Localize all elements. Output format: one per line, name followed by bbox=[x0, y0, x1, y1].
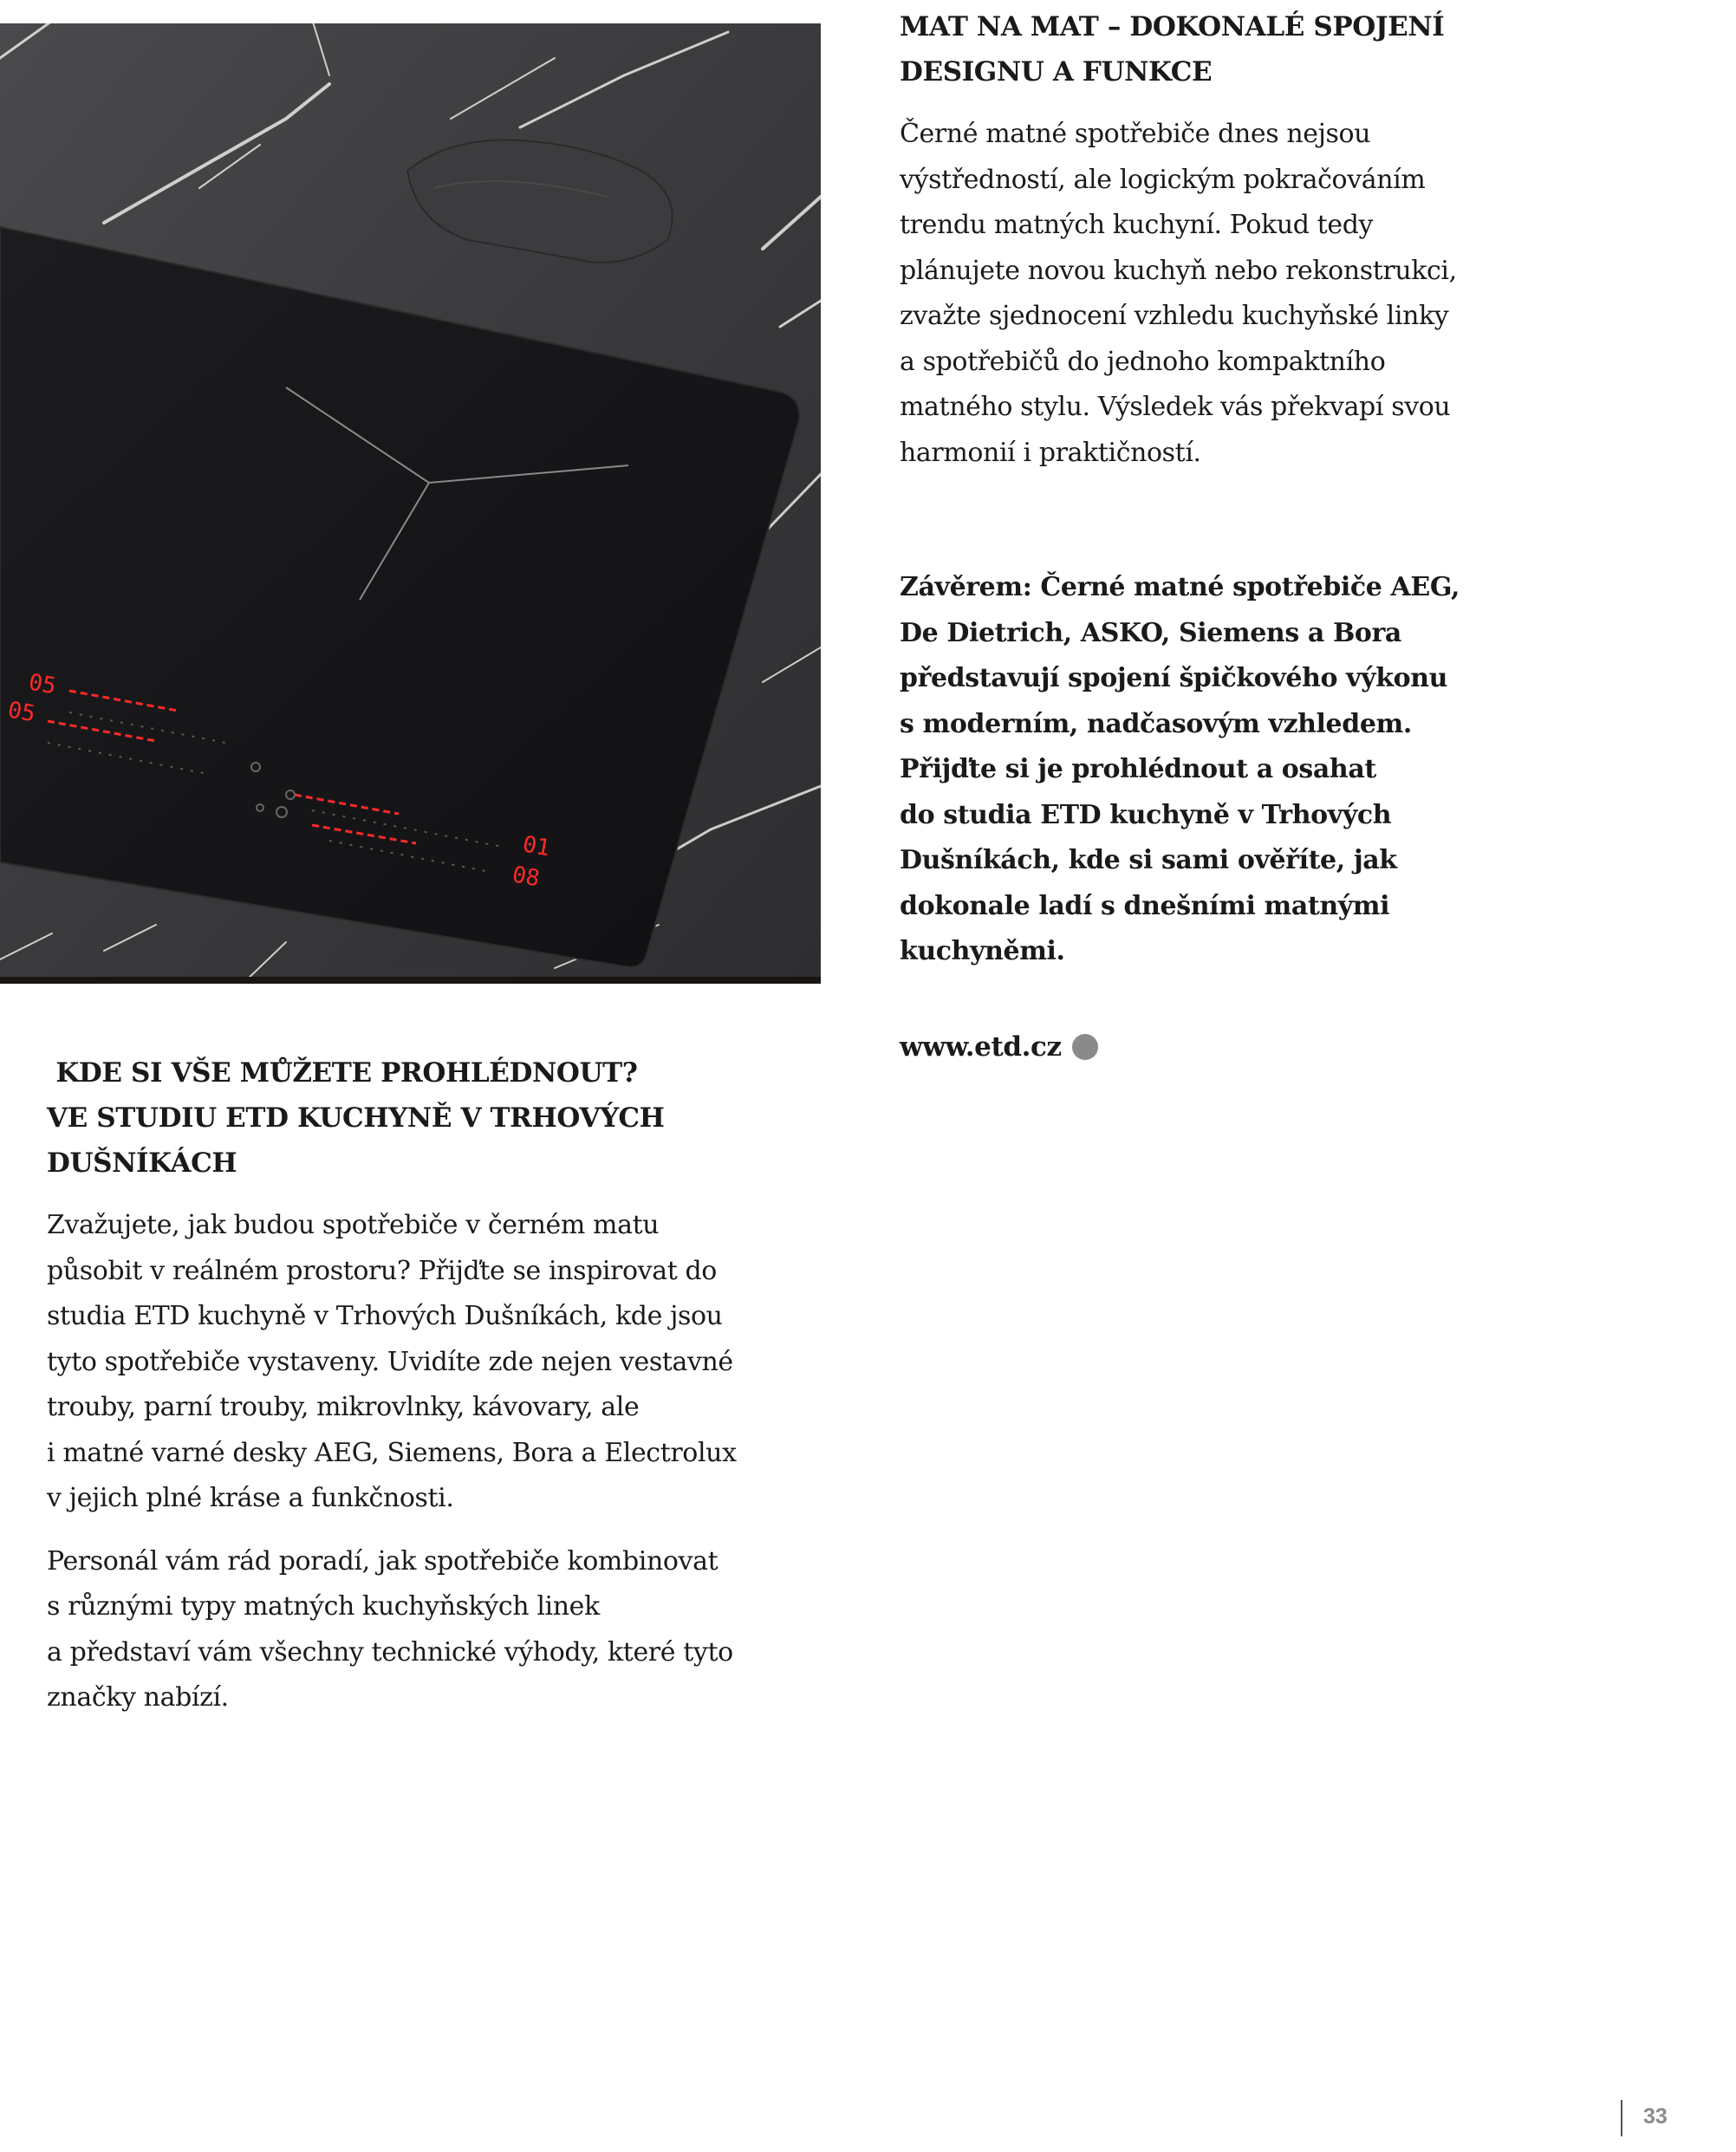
conclusion-line: představují spojení špičkového výkonu bbox=[900, 663, 1448, 693]
paragraph-line: v jejich plné kráse a funkčnosti. bbox=[47, 1483, 454, 1513]
section-mat-na-mat bbox=[900, 4, 1506, 975]
conclusion-paragraph bbox=[900, 565, 1506, 975]
paragraph bbox=[47, 1539, 792, 1721]
paragraph-line: zvažte sjednocení vzhledu kuchyňské linky bbox=[900, 301, 1449, 331]
heading-line: DESIGNU A FUNKCE bbox=[900, 56, 1213, 88]
paragraph-line: matného stylu. Výsledek vás překvapí svou bbox=[900, 392, 1451, 422]
bullet-dot-icon bbox=[1072, 1034, 1098, 1060]
paragraph-line: s různými typy matných kuchyňských linek bbox=[47, 1591, 600, 1622]
page-number-divider bbox=[1621, 2100, 1622, 2136]
paragraph-line: harmonií i praktičností. bbox=[900, 437, 1201, 468]
hob-illustration bbox=[0, 23, 821, 984]
display-2: 05 bbox=[5, 697, 37, 728]
heading-line: MAT NA MAT – DOKONALÉ SPOJENÍ bbox=[900, 11, 1445, 42]
paragraph bbox=[47, 1203, 792, 1522]
website-block bbox=[900, 1031, 1098, 1063]
hob-photo bbox=[0, 23, 821, 984]
paragraph-line: tyto spotřebiče vystaveny. Uvidíte zde nejen vestavné bbox=[47, 1346, 733, 1377]
conclusion-line: De Dietrich, ASKO, Siemens a Bora bbox=[900, 617, 1401, 648]
heading-line: KDE SI VŠE MŮŽETE PROHLÉDNOUT? bbox=[47, 1057, 638, 1089]
paragraph-line: a spotřebičů do jednoho kompaktního bbox=[900, 346, 1386, 377]
conclusion-line: s moderním, nadčasovým vzhledem. bbox=[900, 708, 1412, 739]
paragraph-line: Personál vám rád poradí, jak spotřebiče kombinovat bbox=[47, 1545, 718, 1577]
paragraph-line: plánujete novou kuchyň nebo rekonstrukci, bbox=[900, 255, 1457, 286]
paragraph-line: studia ETD kuchyně v Trhových Dušníkách, kde jsou bbox=[47, 1301, 723, 1331]
paragraph-line: značky nabízí. bbox=[47, 1682, 229, 1713]
section-heading bbox=[47, 1050, 792, 1186]
display-4: 08 bbox=[510, 861, 542, 893]
heading-line: DUŠNÍKÁCH bbox=[47, 1148, 237, 1179]
conclusion-line: Přijďte si je prohlédnout a osahat bbox=[900, 754, 1376, 784]
paragraph bbox=[900, 112, 1506, 476]
spacer bbox=[900, 493, 1506, 565]
conclusion-line: dokonale ladí s dnešními matnými bbox=[900, 890, 1390, 921]
paragraph-line: a představí vám všechny technické výhody, které tyto bbox=[47, 1636, 733, 1668]
paragraph-line: i matné varné desky AEG, Siemens, Bora a Electrolux bbox=[47, 1437, 737, 1468]
paragraph-line: trouby, parní trouby, mikrovlnky, kávovary, ale bbox=[47, 1392, 640, 1422]
display-1: 05 bbox=[26, 669, 58, 700]
paragraph-line: Černé matné spotřebiče dnes nejsou bbox=[900, 119, 1371, 149]
heading-line: VE STUDIU ETD KUCHYNĚ V TRHOVÝCH bbox=[47, 1102, 665, 1134]
website-link[interactable]: www.etd.cz bbox=[900, 1031, 1062, 1063]
section-kde-si-vse bbox=[47, 1050, 792, 1739]
page-number: 33 bbox=[1643, 2104, 1668, 2129]
display-3: 01 bbox=[520, 831, 552, 862]
paragraph-line: působit v reálném prostoru? Přijďte se inspirovat do bbox=[47, 1255, 717, 1286]
conclusion-line: Dušníkách, kde si sami ověříte, jak bbox=[900, 845, 1397, 875]
conclusion-line: do studia ETD kuchyně v Trhových bbox=[900, 799, 1392, 830]
paragraph-line: Zvažujete, jak budou spotřebiče v černém matu bbox=[47, 1210, 660, 1240]
conclusion-line: Závěrem: Černé matné spotřebiče AEG, bbox=[900, 572, 1460, 602]
conclusion-line: kuchyněmi. bbox=[900, 936, 1065, 966]
section-heading bbox=[900, 4, 1506, 94]
paragraph-line: výstředností, ale logickým pokračováním bbox=[900, 164, 1426, 195]
paragraph-line: trendu matných kuchyní. Pokud tedy bbox=[900, 210, 1374, 240]
